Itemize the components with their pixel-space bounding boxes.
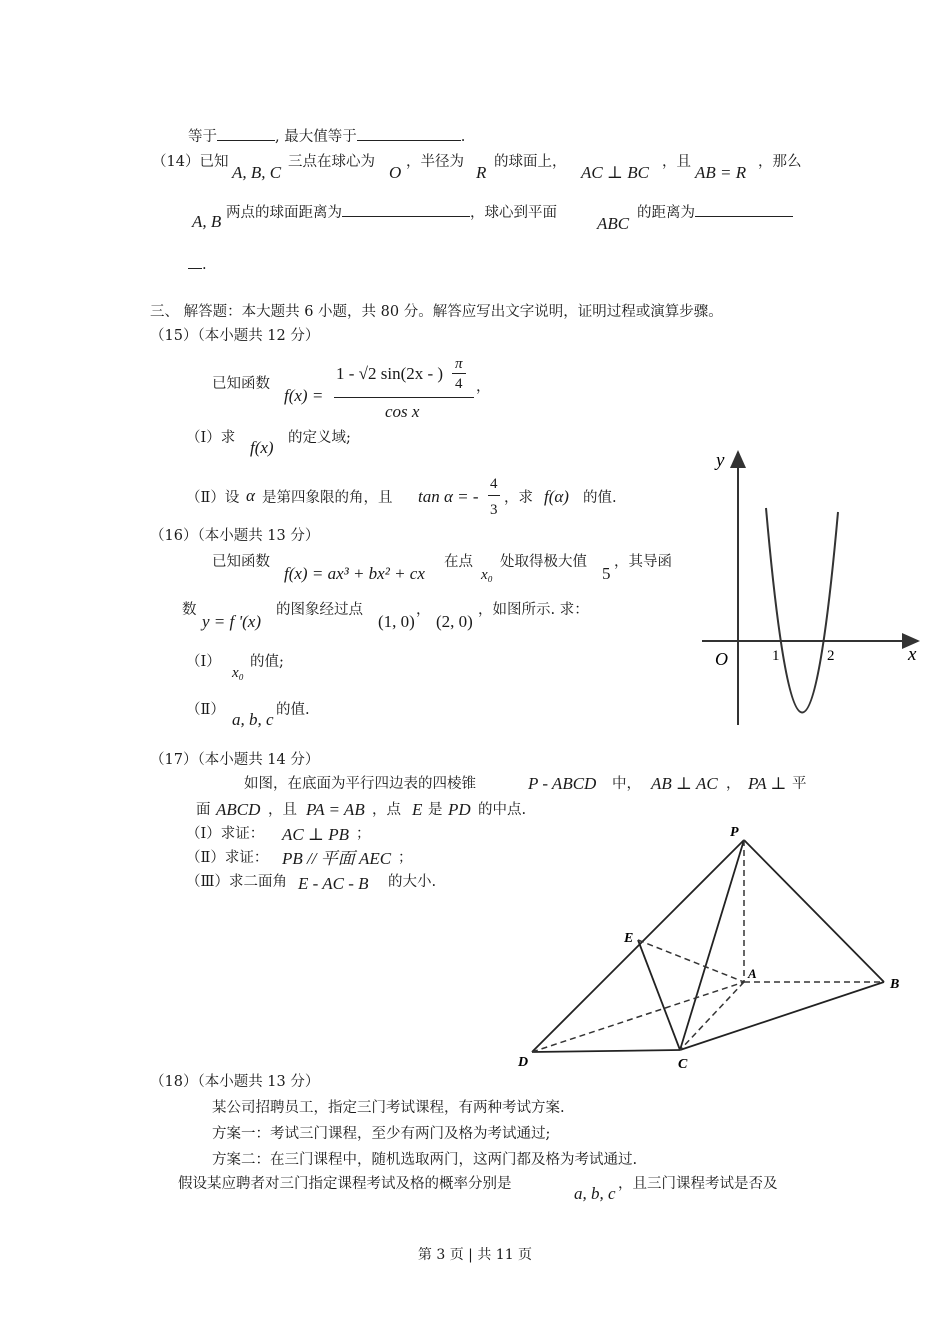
q17-base: ABCD [216,800,261,819]
edge-cb [680,982,884,1050]
q15-tan: tan α = - [418,487,479,506]
q16-text: 的图象经过点 [276,602,363,618]
derivative-graph [690,440,930,740]
q16-text: 在点 [444,554,473,570]
edge-pb [744,840,884,982]
q17-text: 平 [792,776,807,792]
q16-part1-label: （Ⅰ） [186,654,221,670]
q15-part2-label: （Ⅱ）设 [186,490,240,506]
q14-text: ，且 [662,154,691,170]
graph-y-label: y [716,450,725,471]
graph-tick-2: 2 [827,648,835,664]
q14-text: 的距离为 [637,205,695,221]
q17-pyramid: P - ABCD [528,774,597,793]
pyramid-figure [500,818,920,1078]
q16-text: 数 [182,602,197,618]
q15-part1-label: （Ⅰ）求 [186,430,236,446]
q16-derivative: y = f '(x) [202,612,261,631]
fraction-bar [334,397,474,398]
q16-point2: (2, 0) [436,612,473,631]
graph-tick-1: 1 [772,648,780,664]
q16-sep: ， [416,602,431,618]
q17-part2: PB // 平面 AEC [282,849,392,868]
q16-part2-tail: 的值. [276,702,310,718]
q17-head: （17）（本小题共 14 分） [150,752,320,768]
answer-blank [188,254,202,269]
q18-line2: 方案一：考试三门课程，至少有两门及格为考试通过; [212,1126,551,1142]
q13-prefix: 等于 [188,129,217,145]
q13-mid: , 最大值等于 [275,129,357,145]
q16-part2-abc: a, b, c [232,710,274,729]
q17-part3-label: （Ⅲ）求二面角 [186,874,287,890]
q14-number: （14）已知 [152,154,229,170]
page-footer: 第 3 页 | 共 11 页 [417,1247,533,1263]
fraction-bar [488,495,500,496]
edge-ea [638,940,744,982]
q14-text: 的球面上， [494,154,567,170]
graph-origin-label: O [715,649,728,669]
q17-part1: AC ⊥ PB [282,825,349,844]
q18-line4: 假设某应聘者对三门指定课程考试及格的概率分别是 [178,1176,512,1192]
q15-numerator: 1 - √2 sin(2x - ) [336,364,444,383]
q14-radius: R [476,163,487,182]
q14-text: ，那么 [758,154,802,170]
q15-part1-f: f(x) [250,438,274,457]
answer-blank [357,126,461,141]
edge-dc [532,1050,680,1052]
q15-alpha: α [246,486,255,505]
q15-part2-text: ，求 [504,490,533,506]
q15-part2-text: 的值. [583,490,617,506]
q16-text: 处取得极大值 [500,554,587,570]
q17-eq: PA = AB [306,800,365,819]
q17-text: 如图，在底面为平行四边表的四棱锥 [244,776,476,792]
q15-tan-num: 4 [490,476,498,492]
q15-head: （15）（本小题共 12 分） [150,328,320,344]
vertex-b: B [890,977,900,992]
q15-intro: 已知函数 [212,376,270,392]
q14-text: 两点的球面距离为 [226,205,342,221]
q17-E: E [412,800,423,819]
q13-tail [188,126,465,147]
q17-part3-tail: 的大小. [388,874,437,890]
q18-probs: a, b, c [574,1184,616,1203]
q14-center: O [389,163,402,182]
q16-five: 5 [602,564,611,583]
vertex-p: P [730,825,739,840]
q16-part1-tail: 的值; [250,654,284,670]
q14-eq: AB = R [695,163,747,182]
q14-text: ，半径为 [406,154,464,170]
q16-part1-x0: x₀ [232,665,244,681]
q17-sep: ， [726,776,741,792]
q17-text: 中， [612,776,641,792]
answer-blank [695,202,793,217]
q16-part2-label: （Ⅱ） [186,702,225,718]
q15-comma: ， [476,379,491,395]
q14-points: A, B, C [232,163,282,182]
q17-text: 的中点. [478,802,527,818]
q17-part2-end: ； [398,850,413,866]
q18-head: （18）（本小题共 13 分） [150,1074,320,1090]
q16-intro: 已知函数 [212,554,270,570]
q14-text: . [202,257,207,273]
q15-pi: π [455,356,463,372]
q17-text: 面 [196,802,211,818]
q15-f-alpha: f(α) [544,487,569,506]
parabola-curve [766,508,838,713]
q17-perp1: AB ⊥ AC [651,774,718,793]
q16-x0: x₀ [481,567,493,583]
q14-text: ，球心到平面 [470,205,557,221]
q14-plane: ABC [597,214,630,233]
q15-lhs: f(x) = [284,386,324,405]
q17-part3: E - AC - B [298,874,369,893]
q16-point1: (1, 0) [378,612,415,631]
q17-part1-end: ； [356,826,371,842]
q15-denominator: cos x [385,402,420,421]
q14-text: 三点在球心为 [288,154,375,170]
q17-text: ，点 [372,802,401,818]
q17-text: ，且 [268,802,297,818]
q18-line1: 某公司招聘员工，指定三门考试课程，有两种考试方案. [212,1100,565,1116]
q16-head: （16）（本小题共 13 分） [150,528,320,544]
q15-four: 4 [455,376,463,392]
vertex-d: D [518,1055,529,1070]
q18-line3: 方案二：在三门课程中，随机选取两门，这两门都及格为考试通过. [212,1152,638,1168]
section-heading: 三、 解答题：本大题共 6 小题，共 80 分。解答应写出文字说明，证明过程或演算步骤。 [150,304,723,320]
q16-text: ，如图所示. 求： [478,602,589,618]
q17-pa: PA ⊥ [748,774,787,793]
q14-line2b [637,202,793,223]
q15-part2-text: 是第四象限的角，且 [262,490,393,506]
vertex-c: C [678,1057,688,1072]
q17-part2-label: （Ⅱ）求证： [186,850,269,866]
edge-da [532,982,744,1052]
graph-x-label: x [908,644,917,665]
answer-blank [217,126,275,141]
q14-ab: A, B [192,212,222,231]
q16-text: ，其导函 [614,554,672,570]
vertex-e: E [624,931,634,946]
q18-line4-tail: ，且三门课程考试是否及 [618,1176,778,1192]
answer-blank [342,202,470,217]
q14-line2 [226,202,557,223]
q14-perp: AC ⊥ BC [581,163,649,182]
q15-part1-tail: 的定义域; [288,430,351,446]
q13-suffix: . [460,129,466,145]
q17-PD: PD [448,800,471,819]
edge-ec [638,940,680,1050]
vertex-a: A [748,966,757,981]
q15-tan-den: 3 [490,502,498,518]
q17-part1-label: （Ⅰ）求证： [186,826,265,842]
q16-func: f(x) = ax³ + bx² + cx [284,564,425,583]
q17-text: 是 [428,802,443,818]
q14-line3 [188,254,207,275]
